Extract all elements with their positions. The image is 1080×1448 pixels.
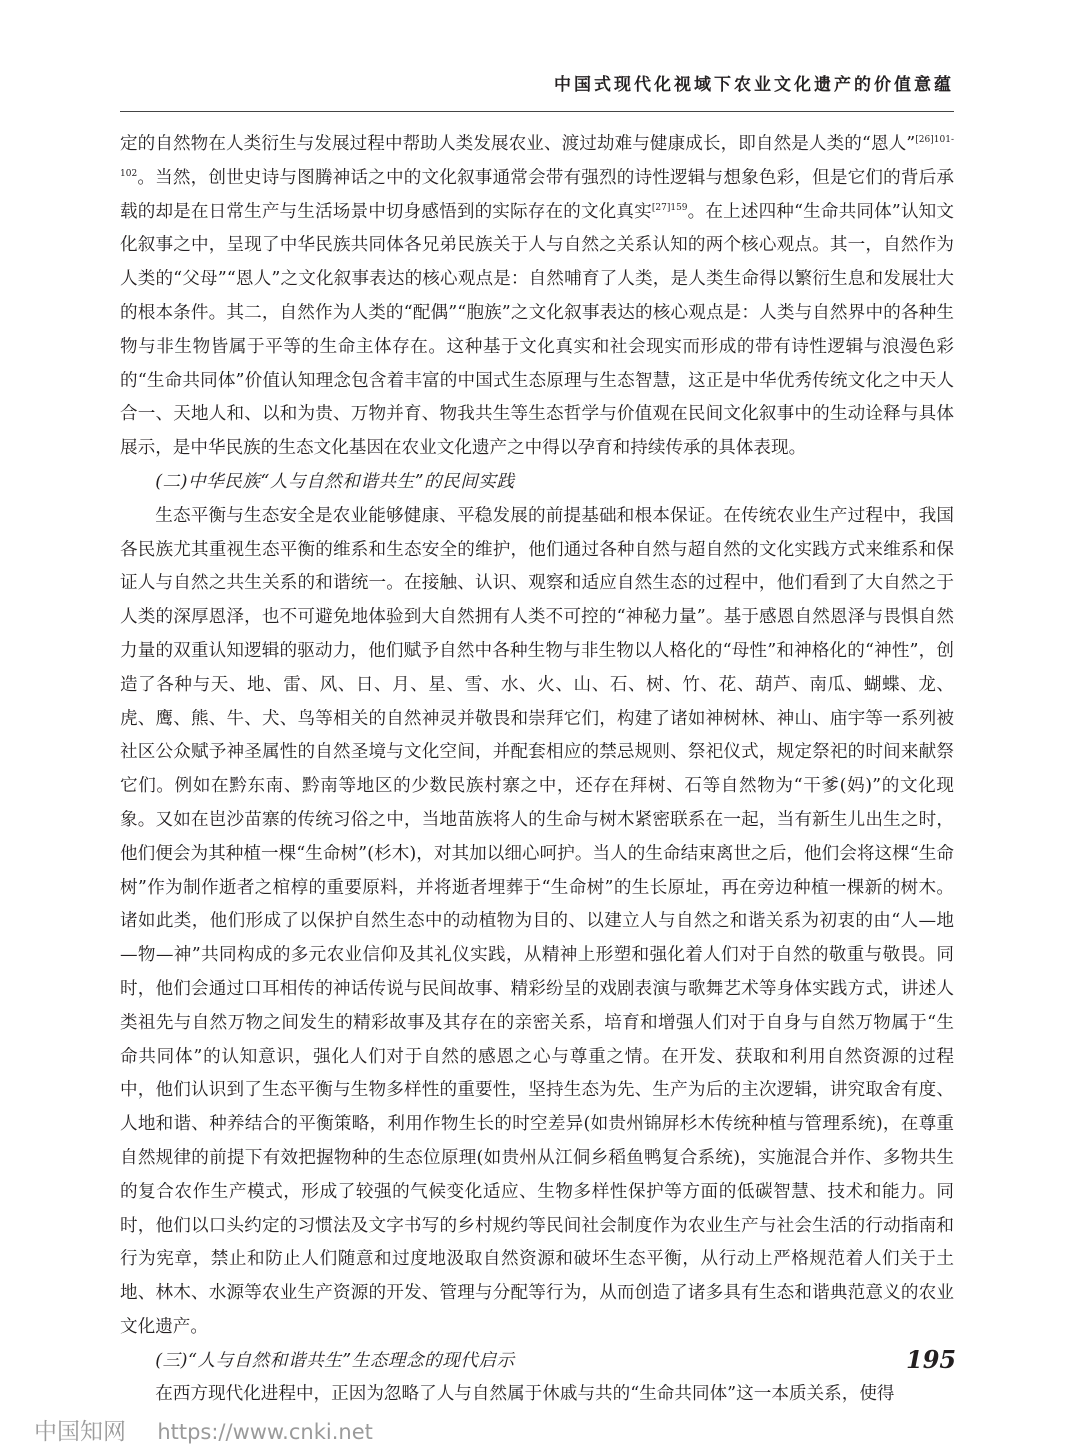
paragraph-text: 生态平衡与生态安全是农业能够健康、平稳发展的前提基础和根本保证。在传统农业生产过程中，我国各民族尤其重视生态平衡的维系和生态安全的维护，他们通过各种自然与超自然的文化实践方式来维系和保证人与自然之共生关系的和谐统一。在接触、认识、观察和适应自然生态的过程中，他们看到了大自然之于人类的深厚恩泽，也不可避免地体验到大自然拥有人类不可控的“神秘力量”。基于感恩自然恩泽与畏惧自然力量的双重认知逻辑的驱动力，他们赋予自然中各种生物与非生物以人格化的“母性”和神格化的“神性”，创造了各种与天、地、雷、风、日、月、星、雪、水、火、山、石、树、竹、花、葫芦、南瓜、蝴蝶、龙、虎、鹰、熊、牛、犬、鸟等相关的自然神灵并敬畏和崇拜它们，构建了诸如神树林、神山、庙宇等一系列被社区公众赋予神圣属性的自然圣境与文化空间，并配套相应的禁忌规则、祭祀仪式，规定祭祀的时间来献祭它们。例如在黔东南、黔南等地区的少数民族村寨之中，还存在拜树、石等自然物为“干爹(妈)”的文化现象。又如在岜沙苗寨的传统习俗之中，当地苗族将人的生命与树木紧密联系在一起，当有新生儿出生之时，他们便会为其种植一棵“生命树”(杉木)，对其加以细心呵护。当人的生命结束离世之后，他们会将这棵“生命树”作为制作逝者之棺椁的重要原料，并将逝者埋葬于“生命树”的生长原址，再在旁边种植一棵新的树木。诸如此类，他们形成了以保护自然生态中的动植物为目的、以建立人与自然之和谐关系为初衷的由“人—地—物—神”共同构成的多元农业信仰及其礼仪实践，从精神上形塑和强化着人们对于自然的敬重与敬畏。同时，他们会通过口耳相传的神话传说与民间故事、精彩纷呈的戏剧表演与歌舞艺术等身体实践方式，讲述人类祖先与自然万物之间发生的精彩故事及其存在的亲密关系，培育和增强人们对于自身与自然万物属于“生命共同体”的认知意识，强化人们对于自然的感恩之心与尊重之情。在开发、获取和利用自然资源的过程中，他们认识到了生态平衡与生物多样性的重要性，坚持生态为先、生产为后的主次逻辑，讲究取舍有度、人地和谐、种养结合的平衡策略，利用作物生长的时空差异(如贵州锦屏杉木传统种植与管理系统)，在尊重自然规律的前提下有效把握物种的生态位原理(如贵州从江侗乡稻鱼鸭复合系统)，实施混合并作、多物共生的复合农作生产模式，形成了较强的气候变化适应、生物多样性保护等方面的低碳智慧、技术和能力。同时，他们以口头约定的习惯法及文字书写的乡村规约等民间社会制度作为农业生产与社会生活的行动指南和行为宪章，禁止和防止人们随意和过度地汲取自然资源和破坏生态平衡，从行动上严格规范着人们关于土地、林木、水源等农业生产资源的开发、管理与分配等行为，从而创造了诸多具有生态和谐典范意义的农业文化遗产。 [120, 505, 954, 1337]
paragraph-text: 定的自然物在人类衍生与发展过程中帮助人类发展农业、渡过劫难与健康成长，即自然是人类的“恩人” [120, 134, 916, 154]
citation-ref[interactable]: [26]101-102 [120, 135, 954, 179]
watermark-name: 中国知网 [34, 1419, 126, 1445]
section-heading: (二)中华民族“人与自然和谐共生”的民间实践 [155, 471, 515, 492]
body-paragraph [120, 500, 954, 1345]
cnki-watermark[interactable] [34, 1413, 373, 1446]
header-rule [120, 111, 954, 112]
running-header: 中国式现代化视域下农业文化遗产的价值意蕴 [554, 75, 954, 95]
article-body [120, 128, 957, 1412]
body-paragraph [120, 1378, 954, 1412]
paragraph-text: 在西方现代化进程中，正因为忽略了人与自然属于休戚与共的“生命共同体”这一本质关系，使得 [155, 1384, 895, 1405]
paragraph-text: 。在上述四种“生命共同体”认知文化叙事之中，呈现了中华民族共同体各兄弟民族关于人与自然之关系认知的两个核心观点。其一，自然作为人类的“父母”“恩人”之文化叙事表达的核心观点是：自然哺育了人类，是人类生命得以繁衍生息和发展壮大的根本条件。其二，自然作为人类的“配偶”“胞族”之文化叙事表达的核心观点是：人类与自然界中的各种生物与非生物皆属于平等的生命主体存在。这种基于文化真实和社会现实而形成的带有诗性逻辑与浪漫色彩的“生命共同体”价值认知理念包含着丰富的中国式生态原理与生态智慧，这正是中华优秀传统文化之中天人合一、天地人和、以和为贵、万物并育、物我共生等生态哲学与价值观在民间文化叙事中的生动诠释与具体展示，是中华民族的生态文化基因在农业文化遗产之中得以孕育和持续传承的具体表现。 [120, 201, 954, 459]
citation-ref[interactable]: [27]159 [651, 202, 688, 213]
page-number: 195 [906, 1345, 957, 1374]
paragraph-text: 。当然，创世史诗与图腾神话之中的文化叙事通常会带有强烈的诗性逻辑与想象色彩，但是它们的背后承载的却是在日常生产与生活场景中切身感悟到的实际存在的文化真实 [120, 167, 954, 222]
body-paragraph [120, 128, 954, 466]
watermark-url[interactable]: https://www.cnki.net [157, 1420, 373, 1444]
section-heading: (三)“人与自然和谐共生”生态理念的现代启示 [155, 1350, 515, 1371]
